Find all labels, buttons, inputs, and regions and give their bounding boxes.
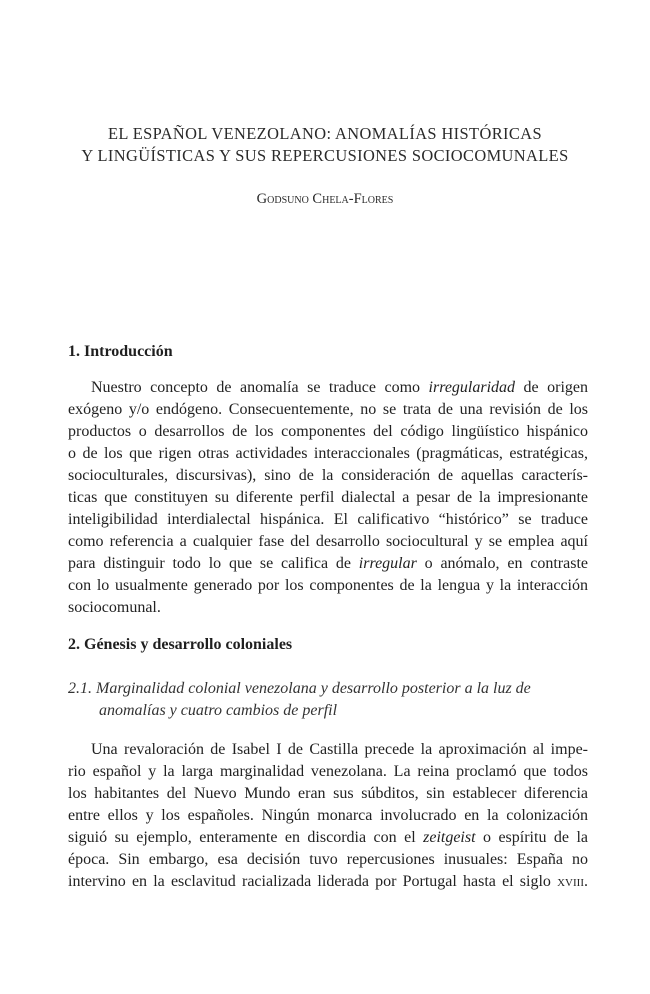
subsection-line-1: 2.1. Marginalidad colonial venezolana y desarrollo posterior a la luz de [68, 680, 531, 697]
text-line: o de los que rigen otras actividades interaccionales (pragmáticas, estratégicas, [68, 445, 588, 462]
title-line-2: Y LINGÜÍSTICAS Y SUS REPERCUSIONES SOCIOCOMUNALES [81, 146, 569, 165]
section-heading-genesis: 2. Génesis y desarrollo coloniales [68, 636, 293, 653]
genesis-paragraph [68, 739, 588, 893]
text-line: Una revaloración de Isabel I de Castilla precede la aproximación al impe- [91, 741, 588, 758]
emphasis: irregular [358, 555, 417, 572]
text-line: productos o desarrollos de los componentes del código lingüístico hispánico [68, 423, 588, 440]
text-line: socioculturales, discursivas), sino de la consideración de aquellas caracterís- [68, 467, 588, 484]
text-line: entre ellos y los españoles. Ningún monarca involucrado en la colonización [68, 807, 588, 824]
century-numeral: xviii [557, 873, 584, 890]
author-name: Godsuno Chela-Flores [256, 191, 394, 207]
text-line: siguió su ejemplo, enteramente en discordia con el zeitgeist o espíritu de la [68, 829, 589, 846]
text-line: rio español y la larga marginalidad venezolana. La reina proclamó que todos [68, 763, 588, 780]
paper-title [40, 123, 610, 167]
introduction-paragraph [68, 377, 588, 619]
text-line: Nuestro concepto de anomalía se traduce como irregularidad de origen [91, 379, 588, 396]
text-line: época. Sin embargo, esa decisión tuvo repercusiones inusuales: España no [68, 851, 588, 868]
text-line: inteligibilidad interdialectal hispánica. El calificativo “histórico” se traduce [68, 511, 588, 528]
text-line: para distinguir todo lo que se califica de irregular o anómalo, en contraste [68, 555, 588, 572]
text-line: intervino en la esclavitud racializada liderada por Portugal hasta el siglo xviii. [68, 873, 588, 890]
emphasis: irregularidad [428, 379, 516, 396]
text-line: los habitantes del Nuevo Mundo eran sus súbditos, sin establecer diferencia [68, 785, 588, 802]
title-line-1: EL ESPAÑOL VENEZOLANO: ANOMALÍAS HISTÓRICAS [108, 124, 542, 143]
section-heading-introduction: 1. Introducción [68, 343, 173, 360]
text-line: con lo usualmente generado por los componentes de la lengua y la interacción [68, 577, 588, 594]
emphasis: zeitgeist [423, 829, 476, 846]
text-line: sociocomunal. [68, 599, 161, 616]
text-line: como referencia a cualquier fase del desarrollo sociocultural y se emplea aquí [68, 533, 588, 550]
text-line: exógeno y/o endógeno. Consecuentemente, no se trata de una revisión de los [68, 401, 588, 418]
subsection-heading [68, 678, 608, 722]
text-line: ticas que constituyen su diferente perfil dialectal a pesar de la impresionante [68, 489, 588, 506]
subsection-line-2: anomalías y cuatro cambios de perfil [99, 702, 338, 719]
